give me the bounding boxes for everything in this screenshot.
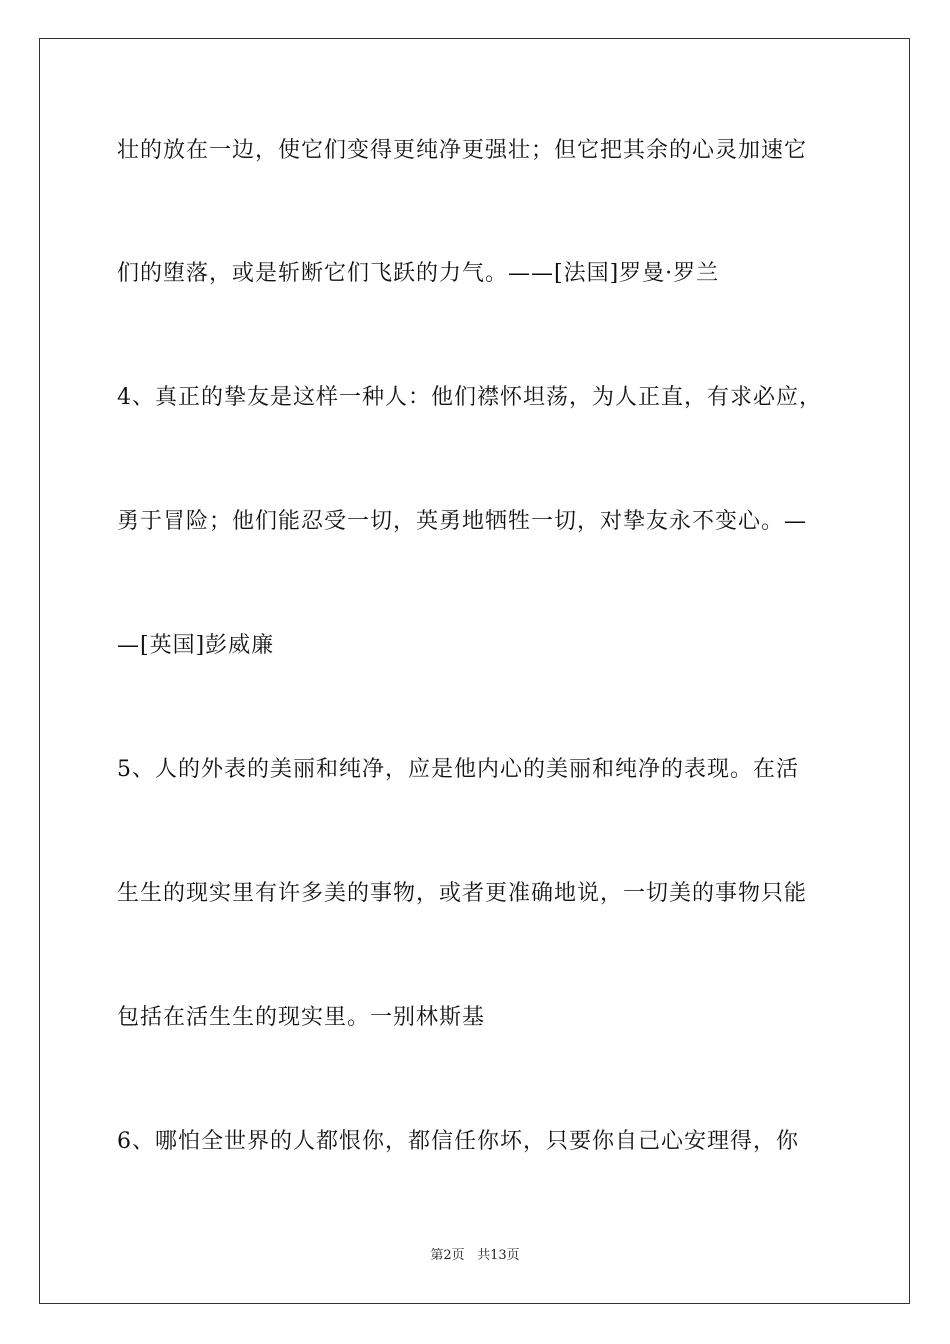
text-line-9: 6、哪怕全世界的人都恨你，都信任你坏，只要你自己心安理得，你 bbox=[117, 1129, 799, 1154]
page-footer bbox=[0, 1247, 950, 1265]
footer-spacer bbox=[465, 1248, 477, 1263]
page-border bbox=[39, 38, 910, 1304]
text-line-7: 生生的现实里有许多美的事物，或者更准确地说，一切美的事物只能 bbox=[117, 881, 808, 906]
page-total: 共13页 bbox=[477, 1248, 520, 1263]
text-line-3: 4、真正的挚友是这样一种人：他们襟怀坦荡，为人正直，有求必应， bbox=[117, 385, 822, 410]
text-line-6: 5、人的外表的美丽和纯净，应是他内心的美丽和纯净的表现。在活 bbox=[117, 757, 799, 782]
text-line-4: 勇于冒险；他们能忍受一切，英勇地牺牲一切，对挚友永不变心。— bbox=[117, 509, 808, 534]
text-line-2: 们的堕落，或是斩断它们飞跃的力气。——[法国]罗曼·罗兰 bbox=[117, 261, 720, 286]
text-line-1: 壮的放在一边，使它们变得更纯净更强壮；但它把其余的心灵加速它 bbox=[117, 138, 808, 163]
text-line-8: 包括在活生生的现实里。一别林斯基 bbox=[117, 1005, 486, 1030]
text-line-5: —[英国]彭威廉 bbox=[117, 633, 275, 658]
page-number: 第2页 bbox=[430, 1248, 465, 1263]
